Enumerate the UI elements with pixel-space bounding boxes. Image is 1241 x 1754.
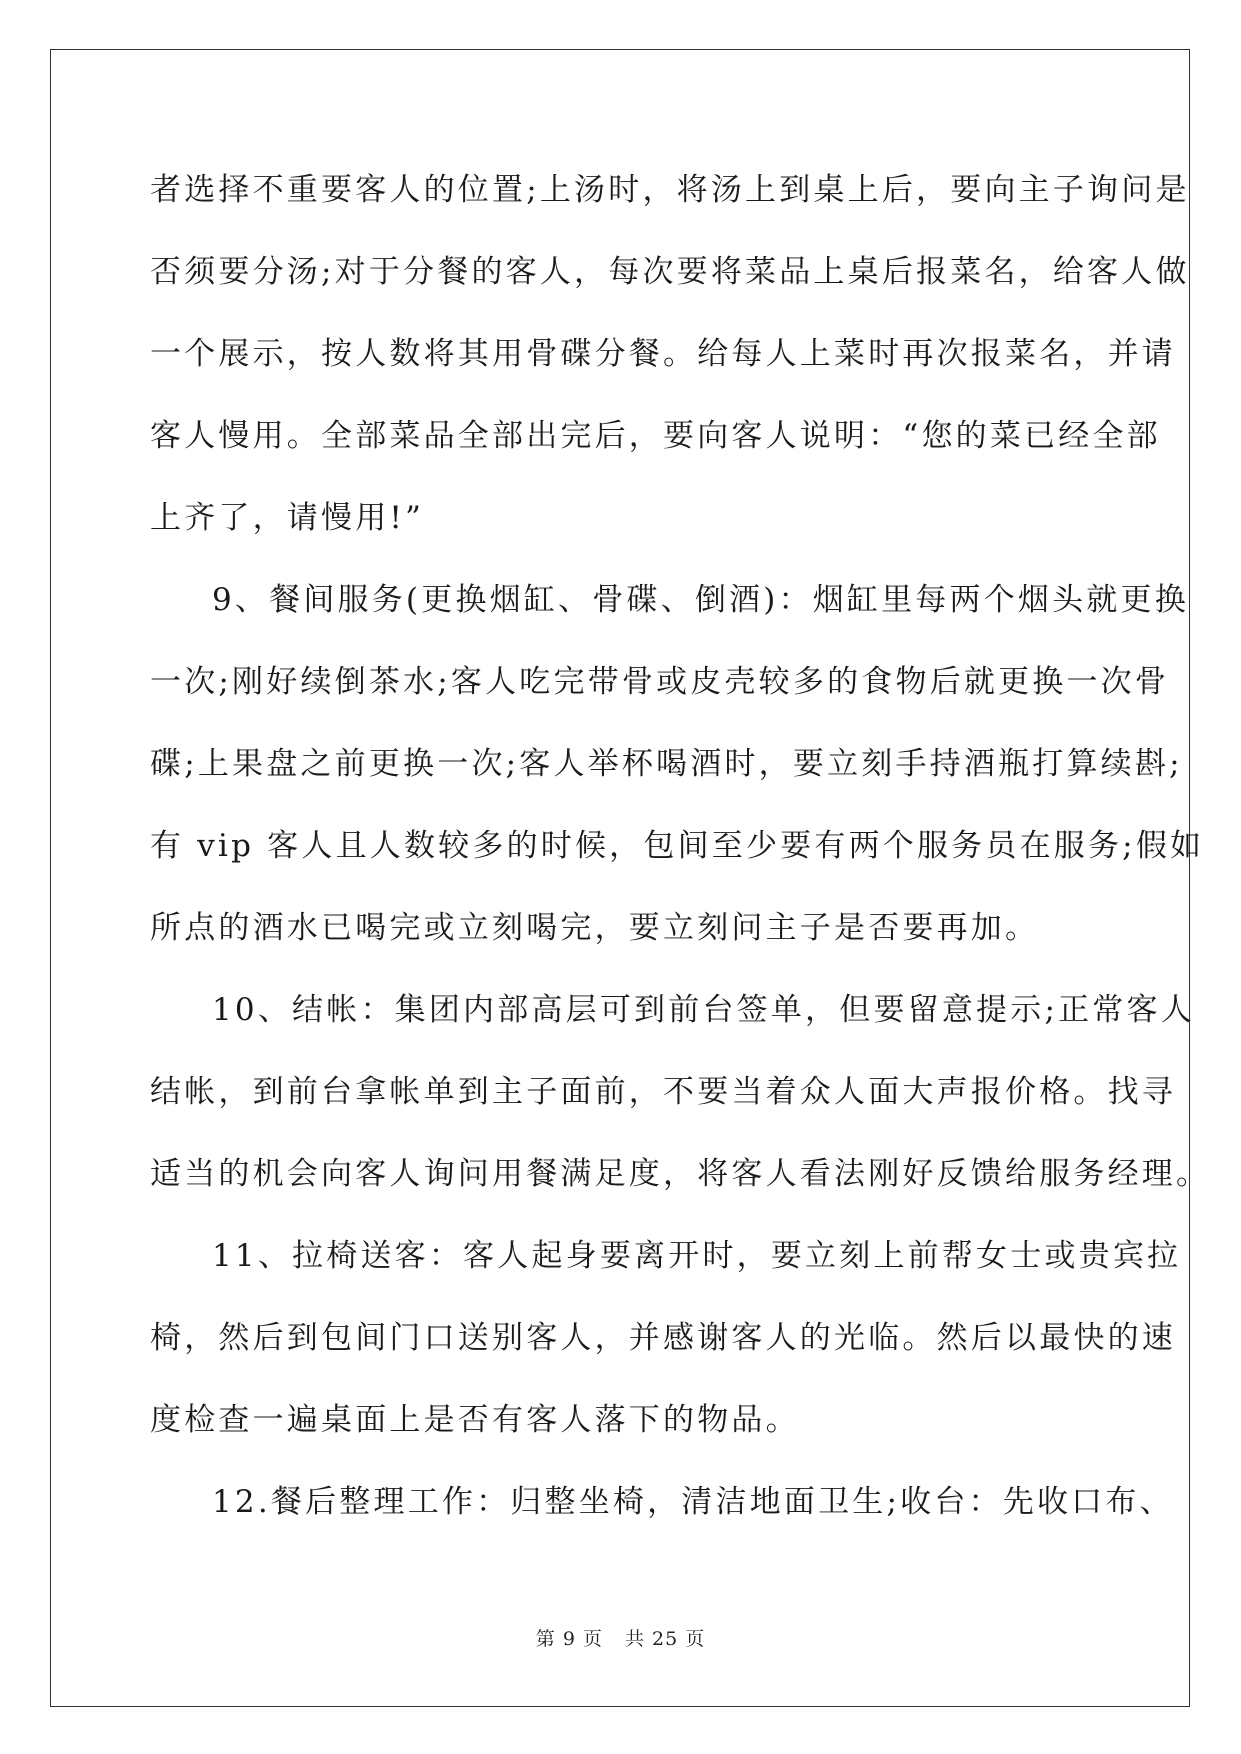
paragraph-12-start: 12.餐后整理工作：归整坐椅，清洁地面卫生;收台：先收口布、 [212, 1484, 1174, 1520]
text-line: 有 vip 客人且人数较多的时候，包间至少要有两个服务员在服务;假如 [150, 828, 1205, 864]
page-footer [0, 1624, 1241, 1651]
text-line: 椅，然后到包间门口送别客人，并感谢客人的光临。然后以最快的速 [150, 1320, 1176, 1356]
paragraph-11-start: 11、拉椅送客：客人起身要离开时，要立刻上前帮女士或贵宾拉 [212, 1238, 1182, 1274]
text-line: 碟;上果盘之前更换一次;客人举杯喝酒时，要立刻手持酒瓶打算续斟; [150, 746, 1183, 782]
text-line: 度检查一遍桌面上是否有客人落下的物品。 [150, 1402, 800, 1438]
paragraph-10-start: 10、结帐：集团内部高层可到前台签单，但要留意提示;正常客人 [212, 992, 1195, 1028]
page-number: 第 9 页 [535, 1628, 603, 1650]
paragraph-9-start: 9、餐间服务(更换烟缸、骨碟、倒酒)：烟缸里每两个烟头就更换 [212, 582, 1189, 618]
text-line: 否须要分汤;对于分餐的客人，每次要将菜品上桌后报菜名，给客人做 [150, 254, 1190, 290]
document-body [150, 160, 1211, 1554]
text-line: 适当的机会向客人询问用餐满足度，将客人看法刚好反馈给服务经理。 [150, 1156, 1211, 1192]
page-total: 共 25 页 [624, 1628, 706, 1650]
text-line: 一个展示，按人数将其用骨碟分餐。给每人上菜时再次报菜名，并请 [150, 336, 1176, 372]
text-line: 者选择不重要客人的位置;上汤时，将汤上到桌上后，要向主子询问是 [150, 172, 1190, 208]
text-line: 所点的酒水已喝完或立刻喝完，要立刻问主子是否要再加。 [150, 910, 1040, 946]
text-line: 上齐了，请慢用!” [150, 500, 425, 536]
text-line: 客人慢用。全部菜品全部出完后，要向客人说明：“您的菜已经全部 [150, 418, 1161, 454]
text-line: 结帐，到前台拿帐单到主子面前，不要当着众人面大声报价格。找寻 [150, 1074, 1176, 1110]
text-line: 一次;刚好续倒茶水;客人吃完带骨或皮壳较多的食物后就更换一次骨 [150, 664, 1170, 700]
